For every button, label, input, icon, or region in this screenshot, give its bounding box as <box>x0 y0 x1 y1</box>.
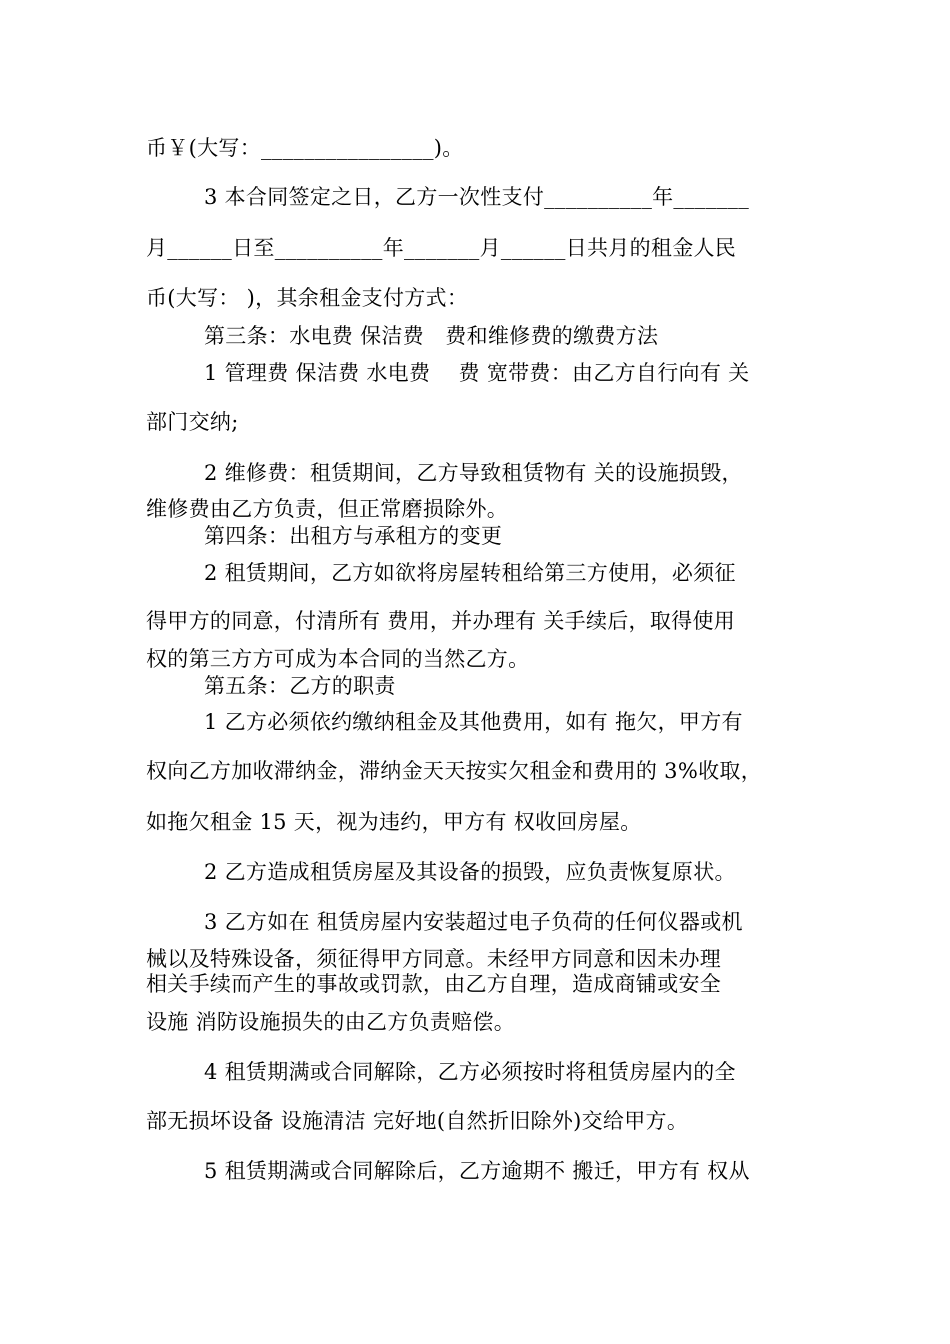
text-line: 相关手续而产生的事故或罚款，由乙方自理，造成商铺或安全 <box>146 972 722 996</box>
text-line: 币￥(大写：________________)。 <box>146 136 464 160</box>
section-heading: 第五条：乙方的职责 <box>204 674 396 698</box>
text-line: 械以及特殊设备，须征得甲方同意。未经甲方同意和因未办理 <box>146 947 722 971</box>
text-line: 权的第三方方可成为本合同的当然乙方。 <box>146 647 530 671</box>
text-line: 得甲方的同意，付清所有 费用，并办理有 关手续后，取得使用 <box>146 609 736 633</box>
text-line: 币(大写： )，其余租金支付方式： <box>146 286 469 310</box>
section-heading: 第四条：出租方与承租方的变更 <box>204 524 503 548</box>
text-line: 如拖欠租金 15 天，视为违约，甲方有 权收回房屋。 <box>146 810 642 834</box>
text-line: 维修费由乙方负责，但正常磨损除外。 <box>146 497 509 521</box>
text-line: 5 租赁期满或合同解除后，乙方逾期不 搬迁，甲方有 权从 <box>204 1159 750 1183</box>
section-heading: 第三条：水电费 保洁费 费和维修费的缴费方法 <box>204 324 659 348</box>
text-line: 权向乙方加收滞纳金，滞纳金天天按实欠租金和费用的 3%收取， <box>146 759 762 783</box>
text-line: 3 本合同签定之日，乙方一次性支付__________年_______ <box>204 185 750 209</box>
text-line: 部门交纳; <box>146 410 239 434</box>
text-line: 2 维修费：租赁期间，乙方导致租赁物有 关的设施损毁， <box>204 461 743 485</box>
text-line: 月______日至__________年_______月______日共月的租金人民 <box>146 236 737 260</box>
text-line: 2 租赁期间，乙方如欲将房屋转租给第三方使用，必须征 <box>204 561 736 585</box>
text-line: 设施 消防设施损失的由乙方负责赔偿。 <box>146 1010 516 1034</box>
text-line: 部无损坏设备 设施清洁 完好地(自然折旧除外)交给甲方。 <box>146 1109 689 1133</box>
text-line: 2 乙方造成租赁房屋及其设备的损毁，应负责恢复原状。 <box>204 860 736 884</box>
text-line: 1 管理费 保洁费 水电费 费 宽带费：由乙方自行向有 关 <box>204 361 750 385</box>
text-line: 4 租赁期满或合同解除，乙方必须按时将租赁房屋内的全 <box>204 1060 736 1084</box>
text-line: 3 乙方如在 租赁房屋内安装超过电子负荷的任何仪器或机 <box>204 910 743 934</box>
text-line: 1 乙方必须依约缴纳租金及其他费用，如有 拖欠，甲方有 <box>204 710 743 734</box>
